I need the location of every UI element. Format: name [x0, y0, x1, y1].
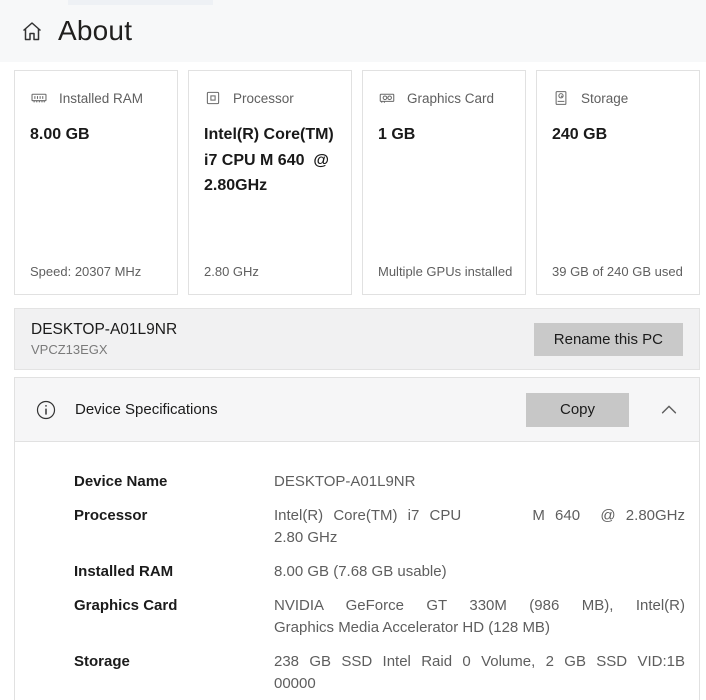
spec-value-line: Graphics Media Accelerator HD (128 MB) — [274, 619, 550, 636]
spec-row-device-name — [74, 471, 685, 493]
info-icon — [35, 399, 57, 421]
card-footer: 39 GB of 240 GB used — [552, 263, 683, 279]
spec-value-line: 8.00 GB (7.68 GB usable) — [274, 563, 447, 580]
pc-model: VPCZ13EGX — [31, 342, 108, 357]
device-specifications-body — [15, 442, 699, 700]
spec-label: Device Name — [74, 473, 168, 490]
home-icon[interactable] — [20, 19, 44, 43]
pc-name: DESKTOP-A01L9NR — [31, 321, 178, 338]
card-value: 240 GB — [552, 126, 608, 143]
card-graphics — [362, 70, 526, 295]
spec-value-line: NVIDIA GeForce GT 330M (986 MB), Intel(R) — [274, 597, 685, 614]
spec-row-installed-ram — [74, 561, 685, 583]
card-footer: Multiple GPUs installed — [378, 263, 513, 279]
spec-value-line: 2.80 GHz — [274, 529, 338, 546]
rename-pc-button[interactable]: Rename this PC — [534, 323, 683, 356]
card-installed-ram — [14, 70, 178, 295]
card-processor — [188, 70, 352, 295]
spec-label: Processor — [74, 507, 148, 524]
chevron-up-icon[interactable] — [657, 398, 681, 422]
card-value: Intel(R) Core(TM) i7 CPU M 640 @ 2.80GHz — [204, 126, 339, 195]
card-footer: 2.80 GHz — [204, 263, 259, 279]
copy-button[interactable]: Copy — [526, 393, 629, 427]
spec-row-graphics-card — [74, 595, 685, 639]
header-accent-strip — [68, 0, 213, 5]
spec-label: Storage — [74, 653, 130, 670]
card-footer: Speed: 20307 MHz — [30, 263, 142, 279]
spec-row-storage — [74, 651, 685, 695]
section-title: Device Specifications — [75, 401, 218, 418]
spec-label: Installed RAM — [74, 563, 174, 580]
card-value: 1 GB — [378, 126, 416, 143]
page-title: About — [58, 15, 133, 46]
spec-value-line: 00000 — [274, 675, 316, 692]
cpu-icon — [204, 89, 222, 107]
card-value: 8.00 GB — [30, 126, 90, 143]
spec-row-processor — [74, 505, 685, 549]
spec-label: Graphics Card — [74, 597, 178, 614]
summary-cards — [14, 70, 700, 295]
card-storage — [536, 70, 700, 295]
pc-name-row — [14, 308, 700, 370]
gpu-icon — [378, 89, 396, 107]
card-label: Installed RAM — [59, 90, 144, 106]
card-label: Storage — [581, 90, 629, 106]
card-label: Graphics Card — [407, 90, 495, 106]
ram-icon — [30, 89, 48, 107]
page-header — [0, 0, 706, 62]
spec-value-line: DESKTOP-A01L9NR — [274, 473, 416, 490]
device-specifications-header — [15, 378, 699, 442]
device-specifications-panel — [14, 377, 700, 700]
spec-value-line: 238 GB SSD Intel Raid 0 Volume, 2 GB SSD VID:1B — [274, 653, 685, 670]
card-label: Processor — [233, 90, 294, 106]
storage-icon — [552, 89, 570, 107]
spec-value-line: Intel(R) Core(TM) i7 CPU M 640 @ 2.80GHz — [274, 507, 685, 524]
